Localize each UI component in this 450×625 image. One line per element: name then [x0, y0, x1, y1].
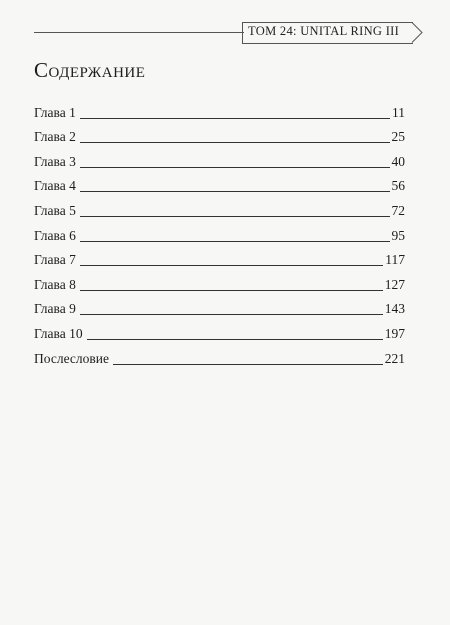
- toc-entry: [34, 268, 405, 293]
- toc-leader-line: [80, 314, 383, 315]
- toc-entry: [34, 121, 405, 146]
- running-head: [34, 22, 430, 44]
- toc-leader-line: [80, 191, 390, 192]
- toc-entry-page: 143: [384, 301, 405, 317]
- toc-entry: [34, 145, 405, 170]
- toc-entry-page: 11: [392, 104, 405, 120]
- toc-leader-line: [87, 339, 383, 340]
- toc-entry: [34, 342, 405, 367]
- toc-entry: [34, 317, 405, 342]
- toc-entry-title: Глава 1: [34, 104, 76, 120]
- toc-entry-title: Глава 3: [34, 153, 76, 169]
- toc-entry: [34, 194, 405, 219]
- toc-entry: [34, 293, 405, 318]
- toc-entry-page: 56: [391, 178, 405, 194]
- toc-entry-page: 25: [391, 129, 405, 145]
- toc-entry: [34, 170, 405, 195]
- toc-entry-title: Глава 10: [34, 325, 83, 341]
- running-title: ТОМ 24: UNITAL RING III: [248, 24, 400, 38]
- page-title: Содержание: [34, 58, 146, 82]
- toc-entry-title: Глава 4: [34, 178, 76, 194]
- toc-entry-page: 127: [384, 276, 405, 292]
- toc-entry-title: Глава 2: [34, 129, 76, 145]
- toc-entry-page: 40: [391, 153, 405, 169]
- toc-entry-page: 95: [391, 227, 405, 243]
- toc-entry-page: 221: [384, 350, 405, 366]
- toc-leader-line: [80, 167, 390, 168]
- toc-entry: [34, 96, 405, 121]
- toc-entry-page: 117: [385, 252, 405, 268]
- toc-entry-title: Глава 8: [34, 276, 76, 292]
- toc-entry-title: Глава 9: [34, 301, 76, 317]
- toc-leader-line: [80, 241, 390, 242]
- toc-leader-line: [80, 216, 390, 217]
- toc-entry-page: 197: [384, 325, 405, 341]
- toc-entry-title: Послесловие: [34, 350, 109, 366]
- toc-leader-line: [113, 364, 383, 365]
- toc-entry-title: Глава 5: [34, 202, 76, 218]
- header-arrow-icon: [408, 22, 426, 44]
- toc-entry-page: 72: [391, 202, 405, 218]
- header-rule: [34, 32, 244, 33]
- toc-leader-line: [80, 142, 390, 143]
- toc-leader-line: [80, 290, 383, 291]
- toc-entry-title: Глава 6: [34, 227, 76, 243]
- toc-leader-line: [80, 118, 390, 119]
- toc-list: [34, 96, 405, 367]
- toc-entry: [34, 219, 405, 244]
- toc-entry-title: Глава 7: [34, 252, 76, 268]
- toc-leader-line: [80, 265, 383, 266]
- toc-entry: [34, 244, 405, 269]
